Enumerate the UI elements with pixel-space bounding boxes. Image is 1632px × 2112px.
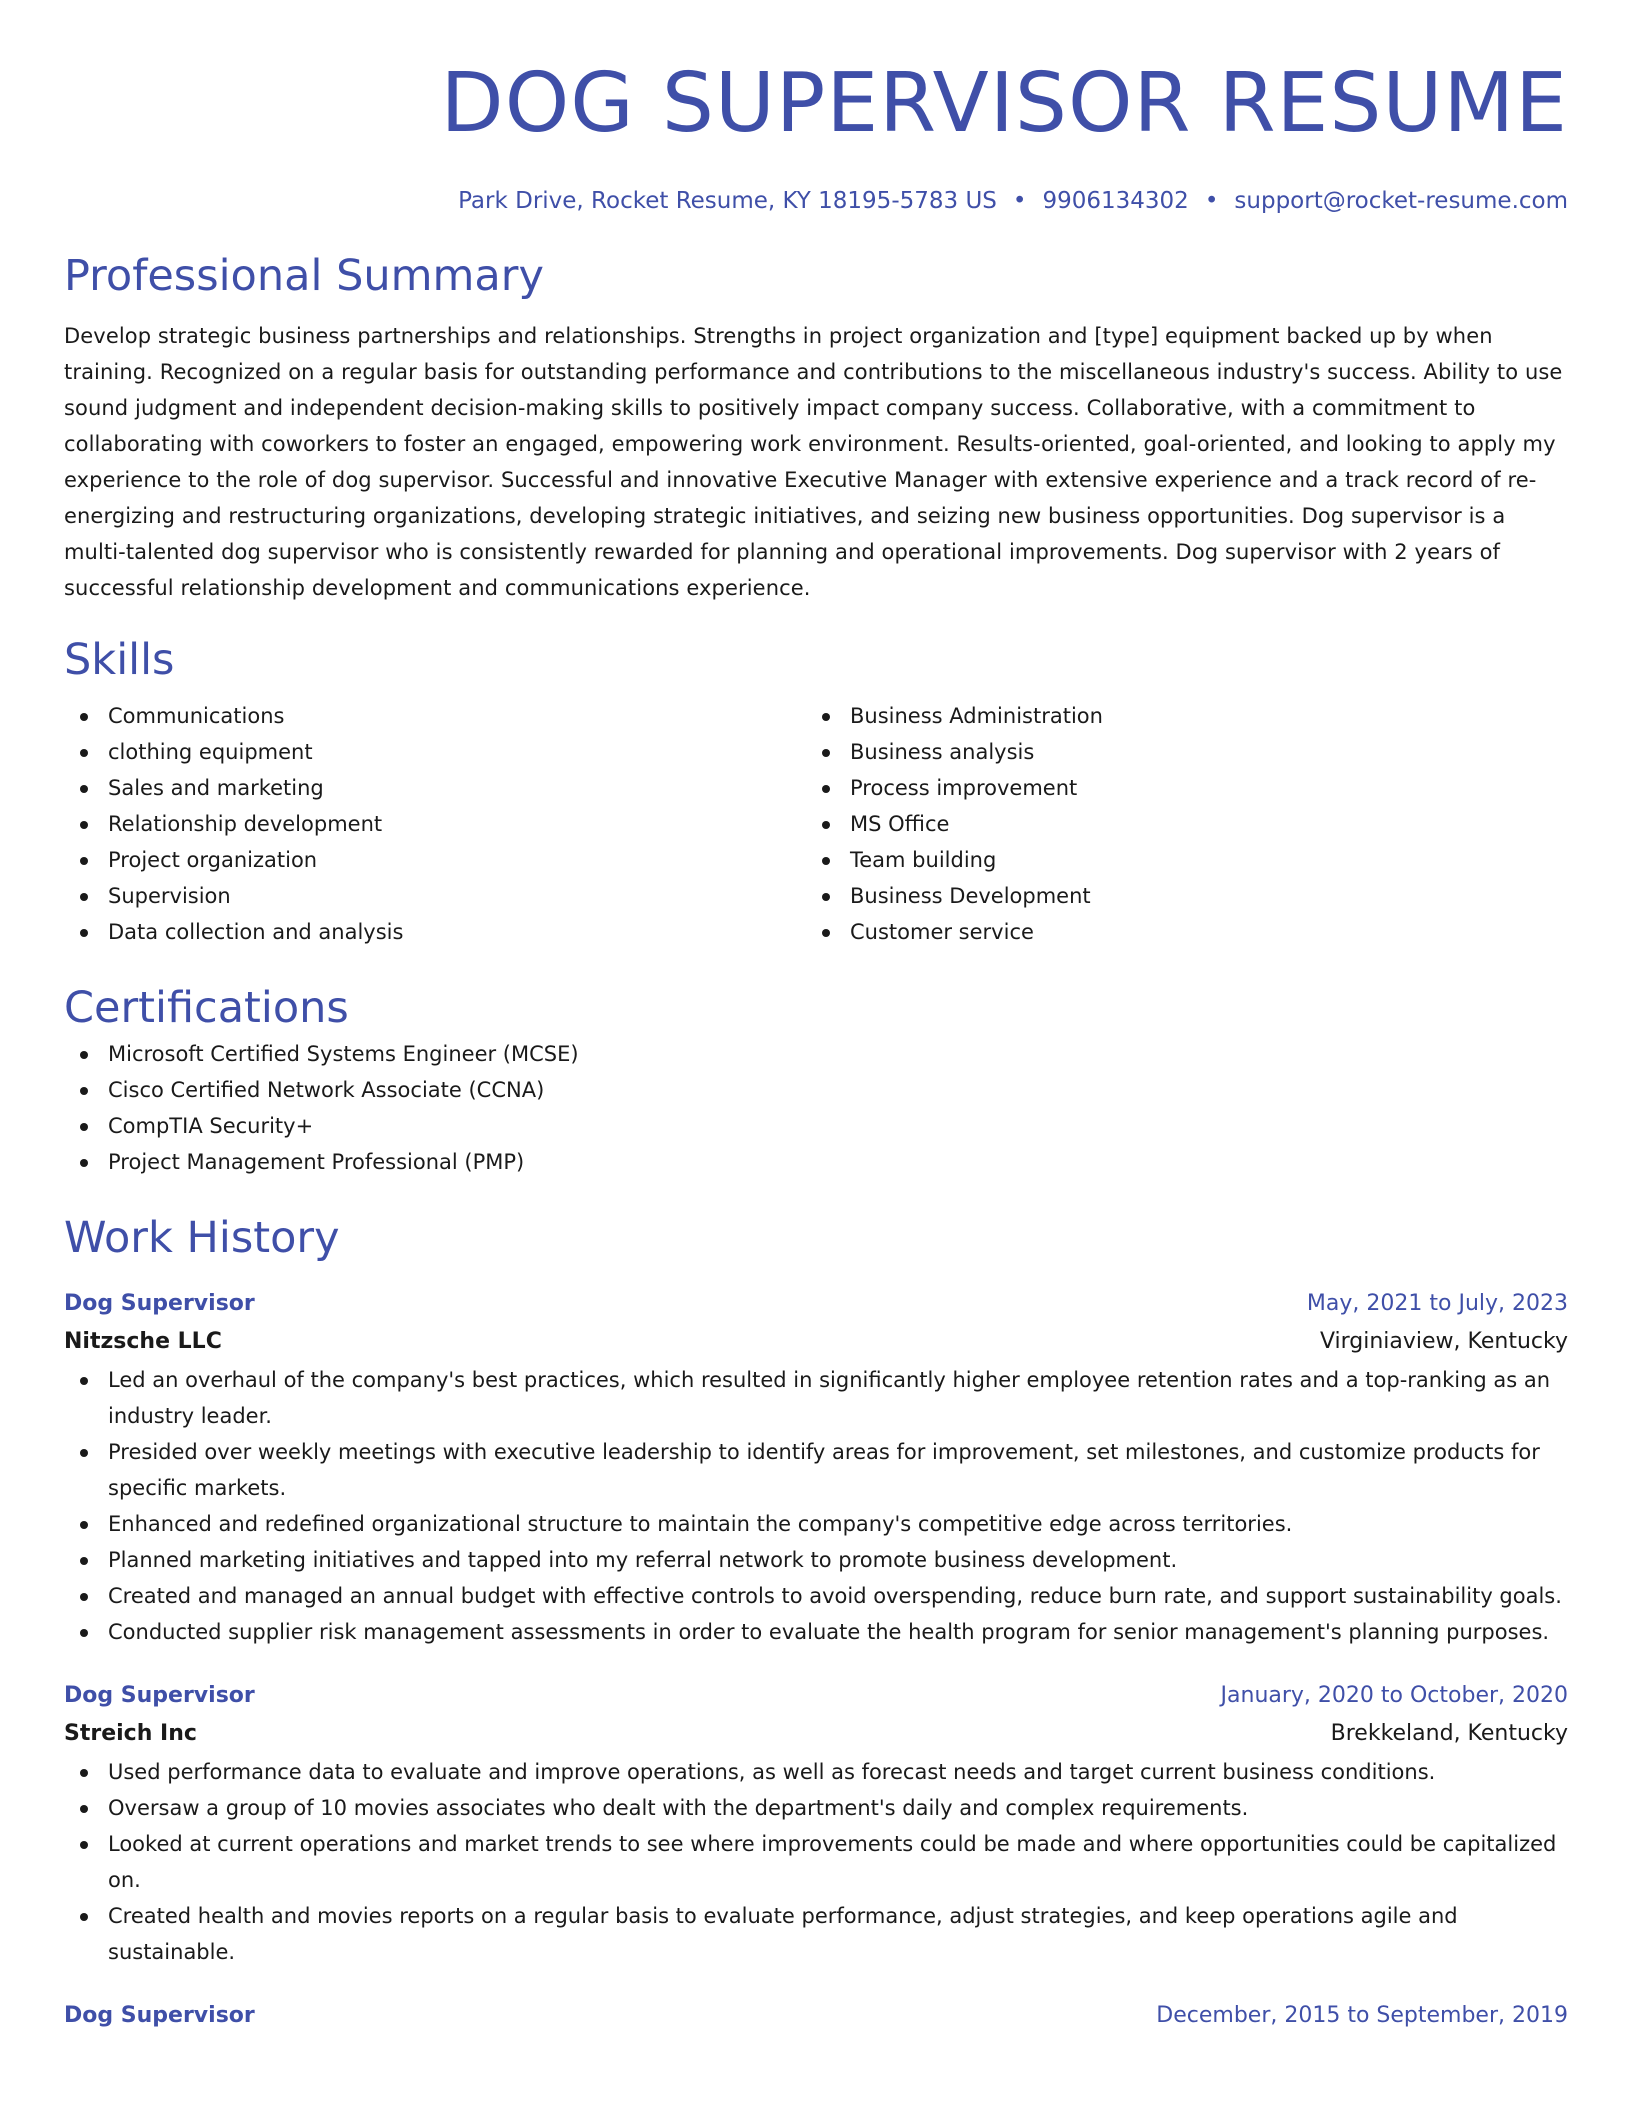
skill-item: Team building xyxy=(806,842,1548,878)
job-role: Dog Supervisor xyxy=(64,1683,255,1708)
skill-item: Business Development xyxy=(806,878,1548,914)
job-location: Virginiaview, Kentucky xyxy=(1319,1329,1568,1354)
job-bullet: Oversaw a group of 10 movies associates who dealt with the department's daily and complex requirements. xyxy=(64,1790,1568,1826)
contact-phone: 9906134302 xyxy=(1042,188,1189,214)
job-bullet: Used performance data to evaluate and improve operations, as well as forecast needs and target current business conditions. xyxy=(64,1754,1568,1790)
contact-address: Park Drive, Rocket Resume, KY 18195-5783 US xyxy=(458,188,997,214)
skill-item: Communications xyxy=(64,698,806,734)
summary-text: Develop strategic business partnerships and relationships. Strengths in project organization and [type] equipment backed up by when training. Recognized on a regular basis for outstanding performance and contributions to the miscellaneous industry's success. Ability to use sound judgment and independent decision-making skills to positively impact company success. Collaborative, with a commitment to collaborating with coworkers to foster an engaged, empowering work environment. Results-oriented, goal-oriented, and looking to apply my experience to the role of dog supervisor. Successful and innovative Executive Manager with extensive experience and a track record of re-energizing and restructuring organizations, developing strategic initiatives, and seizing new business opportunities. Dog supervisor is a multi-talented dog supervisor who is consistently rewarded for planning and operational improvements. Dog supervisor with 2 years of successful relationship development and communications experience. xyxy=(64,324,1563,600)
job-location: Brekkeland, Kentucky xyxy=(1330,1721,1568,1746)
summary-heading: Professional Summary xyxy=(64,251,544,301)
certification-item: Microsoft Certified Systems Engineer (MCSE) xyxy=(64,1036,1568,1072)
skill-item: Business analysis xyxy=(806,734,1548,770)
resume-page xyxy=(64,0,1568,2034)
resume-title: DOG SUPERVISOR RESUME xyxy=(440,56,1568,151)
job-role: Dog Supervisor xyxy=(64,2003,255,2028)
skills-grid xyxy=(64,698,1568,950)
job-company-row xyxy=(64,1322,1568,1362)
skills-list-right xyxy=(806,698,1548,950)
job-bullet: Looked at current operations and market trends to see where improvements could be made and where opportunities could be capitalized on. xyxy=(64,1826,1568,1898)
job-header-row xyxy=(64,1998,1568,2034)
job-bullets xyxy=(64,1754,1568,1970)
job-bullet: Presided over weekly meetings with executive leadership to identify areas for improvement, set milestones, and customize products for specific markets. xyxy=(64,1434,1568,1506)
contact-email: support@rocket-resume.com xyxy=(1234,188,1568,214)
certifications-list xyxy=(64,1036,1568,1180)
work-history-heading: Work History xyxy=(64,1213,340,1263)
skill-item: Business Administration xyxy=(806,698,1548,734)
job-bullet: Conducted supplier risk management assessments in order to evaluate the health program for senior management's planning purposes. xyxy=(64,1614,1568,1650)
skill-item: Project organization xyxy=(64,842,806,878)
job-entry xyxy=(64,1998,1568,2034)
job-header-row xyxy=(64,1286,1568,1322)
skill-item: clothing equipment xyxy=(64,734,806,770)
job-bullet: Led an overhaul of the company's best practices, which resulted in significantly higher employee retention rates and a top-ranking as an industry leader. xyxy=(64,1362,1568,1434)
job-bullet: Enhanced and redefined organizational structure to maintain the company's competitive edge across territories. xyxy=(64,1506,1568,1542)
job-bullet: Created health and movies reports on a regular basis to evaluate performance, adjust strategies, and keep operations agile and sustainable. xyxy=(64,1898,1568,1970)
job-dates: December, 2015 to September, 2019 xyxy=(1156,2003,1568,2028)
job-bullet: Planned marketing initiatives and tapped into my referral network to promote business development. xyxy=(64,1542,1568,1578)
skill-item: Relationship development xyxy=(64,806,806,842)
certification-item: CompTIA Security+ xyxy=(64,1108,1568,1144)
job-header-row xyxy=(64,1678,1568,1714)
skill-item: Customer service xyxy=(806,914,1548,950)
job-dates: May, 2021 to July, 2023 xyxy=(1306,1291,1568,1316)
job-role: Dog Supervisor xyxy=(64,1291,255,1316)
job-company-row xyxy=(64,1714,1568,1754)
certification-item: Project Management Professional (PMP) xyxy=(64,1144,1568,1180)
skill-item: Sales and marketing xyxy=(64,770,806,806)
skill-item: Process improvement xyxy=(806,770,1548,806)
job-entry xyxy=(64,1286,1568,1650)
contact-line xyxy=(64,184,1568,218)
job-dates: January, 2020 to October, 2020 xyxy=(1220,1683,1568,1708)
contact-separator: • xyxy=(1204,188,1219,214)
contact-separator: • xyxy=(1012,188,1027,214)
skills-list-left xyxy=(64,698,806,950)
job-company: Streich Inc xyxy=(64,1721,197,1746)
job-entry xyxy=(64,1678,1568,1970)
skills-column-right xyxy=(806,698,1548,950)
skill-item: MS Office xyxy=(806,806,1548,842)
skill-item: Data collection and analysis xyxy=(64,914,806,950)
job-bullets xyxy=(64,1362,1568,1650)
skill-item: Supervision xyxy=(64,878,806,914)
certifications-heading: Certifications xyxy=(64,983,349,1033)
skills-column-left xyxy=(64,698,806,950)
job-company: Nitzsche LLC xyxy=(64,1329,222,1354)
skills-heading: Skills xyxy=(64,635,175,685)
job-bullet: Created and managed an annual budget with effective controls to avoid overspending, reduce burn rate, and support sustainability goals. xyxy=(64,1578,1568,1614)
certification-item: Cisco Certified Network Associate (CCNA) xyxy=(64,1072,1568,1108)
